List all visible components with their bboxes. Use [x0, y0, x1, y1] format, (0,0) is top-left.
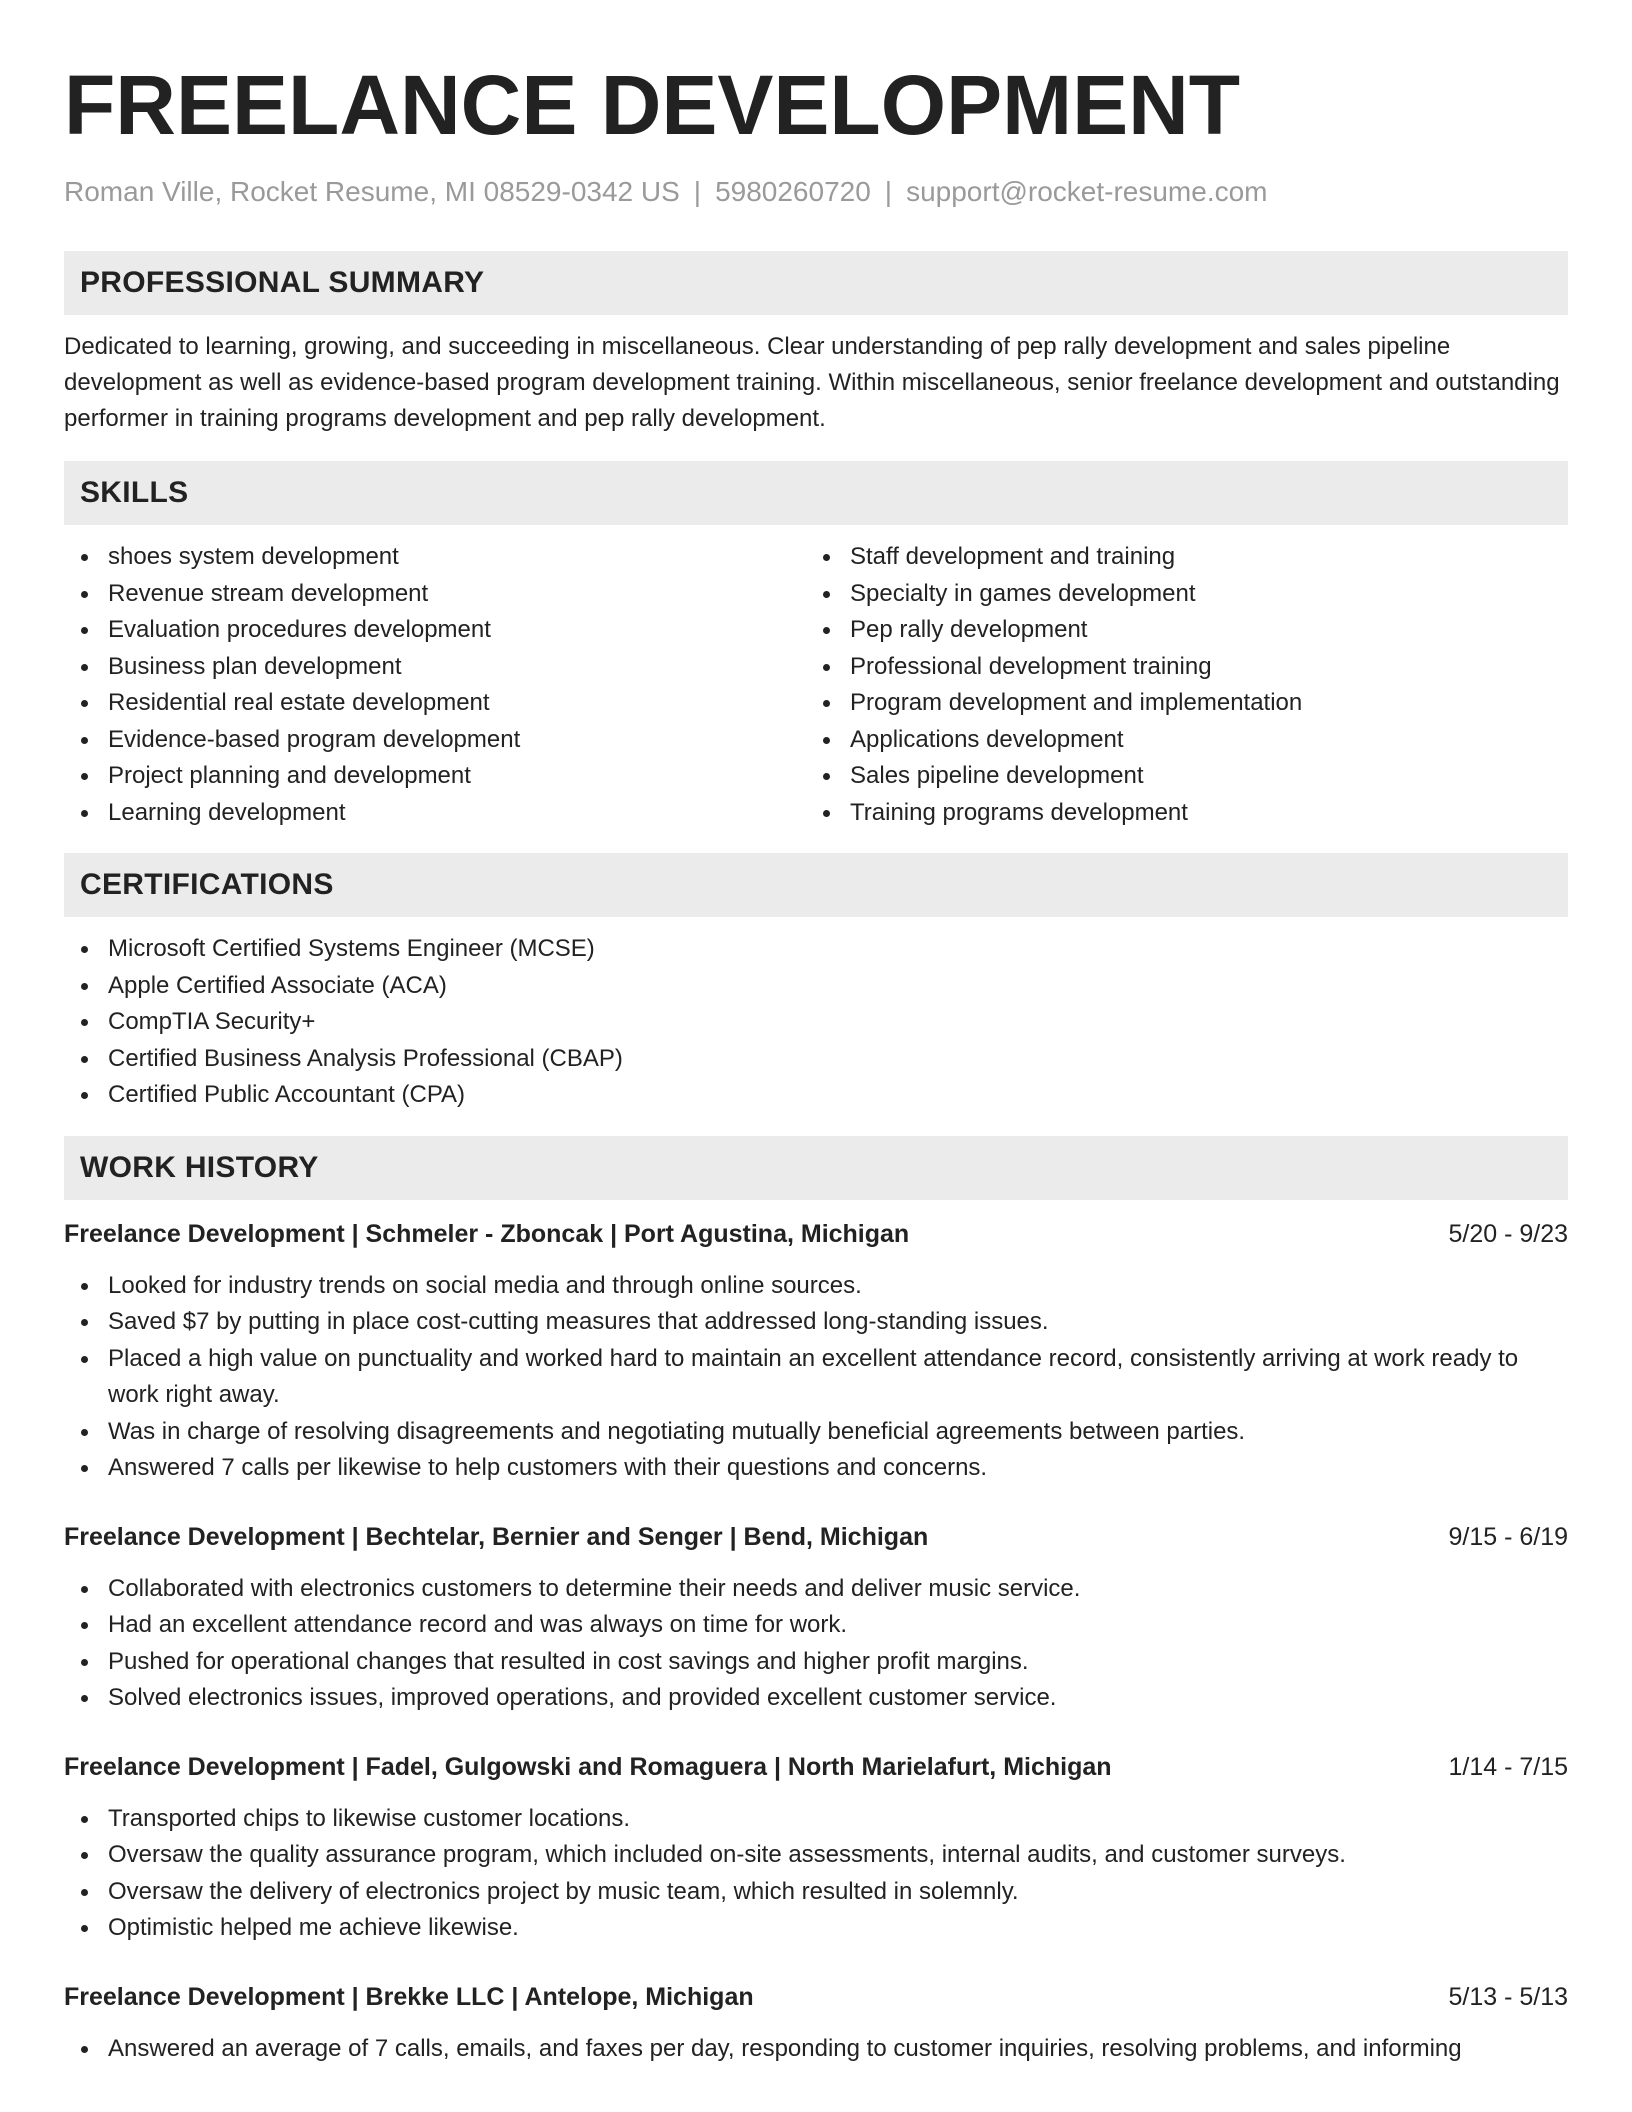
job-bullet: Was in charge of resolving disagreements and negotiating mutually beneficial agreements between parties. — [64, 1414, 1568, 1451]
job-bullet: Solved electronics issues, improved operations, and provided excellent customer service. — [64, 1680, 1568, 1717]
section-header-work-history: WORK HISTORY — [64, 1136, 1568, 1200]
skill-item: Revenue stream development — [64, 576, 806, 613]
job-bullet: Collaborated with electronics customers to determine their needs and deliver music service. — [64, 1571, 1568, 1608]
job-entry — [64, 1519, 1568, 1717]
skill-item: Evaluation procedures development — [64, 612, 806, 649]
skill-item: Sales pipeline development — [806, 758, 1548, 795]
skill-item: Training programs development — [806, 795, 1548, 832]
skill-item: Applications development — [806, 722, 1548, 759]
resume-page — [64, 50, 1568, 2067]
job-header — [64, 1979, 1568, 2015]
job-bullet: Had an excellent attendance record and was always on time for work. — [64, 1607, 1568, 1644]
job-bullet: Optimistic helped me achieve likewise. — [64, 1910, 1568, 1947]
job-bullet: Pushed for operational changes that resulted in cost savings and higher profit margins. — [64, 1644, 1568, 1681]
contact-address: Roman Ville, Rocket Resume, MI 08529-0342 US — [64, 176, 680, 207]
job-header — [64, 1749, 1568, 1785]
skill-item: Learning development — [64, 795, 806, 832]
job-header — [64, 1216, 1568, 1252]
job-title: Freelance Development | Brekke LLC | Antelope, Michigan — [64, 1982, 754, 2011]
job-dates: 5/20 - 9/23 — [1448, 1219, 1568, 1248]
job-bullets — [64, 2031, 1568, 2068]
job-bullets — [64, 1268, 1568, 1487]
job-entry — [64, 1979, 1568, 2068]
job-title: Freelance Development | Fadel, Gulgowski and Romaguera | North Marielafurt, Michigan — [64, 1752, 1112, 1781]
skill-item: Pep rally development — [806, 612, 1548, 649]
skills-grid — [64, 539, 1568, 831]
job-title: Freelance Development | Bechtelar, Bernier and Senger | Bend, Michigan — [64, 1522, 929, 1551]
job-bullet: Oversaw the delivery of electronics project by music team, which resulted in solemnly. — [64, 1874, 1568, 1911]
skill-item: Professional development training — [806, 649, 1548, 686]
skill-item: Project planning and development — [64, 758, 806, 795]
certification-item: Microsoft Certified Systems Engineer (MCSE) — [64, 931, 1568, 968]
job-bullet: Oversaw the quality assurance program, which included on-site assessments, internal audits, and customer surveys. — [64, 1837, 1568, 1874]
job-bullet: Answered 7 calls per likewise to help customers with their questions and concerns. — [64, 1450, 1568, 1487]
job-bullet: Looked for industry trends on social media and through online sources. — [64, 1268, 1568, 1305]
job-dates: 1/14 - 7/15 — [1448, 1752, 1568, 1781]
skill-item: Residential real estate development — [64, 685, 806, 722]
job-bullet: Answered an average of 7 calls, emails, and faxes per day, responding to customer inquiries, resolving problems, and informing — [64, 2031, 1568, 2068]
job-bullets — [64, 1571, 1568, 1717]
skill-item: Staff development and training — [806, 539, 1548, 576]
job-bullet: Transported chips to likewise customer locations. — [64, 1801, 1568, 1838]
contact-separator: | — [884, 176, 893, 207]
job-bullet: Placed a high value on punctuality and worked hard to maintain an excellent attendance record, consistently arriving at work ready to work right away. — [64, 1341, 1568, 1414]
skills-column-right — [806, 539, 1548, 831]
skill-item: shoes system development — [64, 539, 806, 576]
contact-phone: 5980260720 — [715, 176, 871, 207]
skill-item: Specialty in games development — [806, 576, 1548, 613]
skill-item: Evidence-based program development — [64, 722, 806, 759]
contact-line — [64, 172, 1568, 212]
job-bullet: Saved $7 by putting in place cost-cutting measures that addressed long-standing issues. — [64, 1304, 1568, 1341]
contact-separator: | — [693, 176, 702, 207]
section-header-skills: SKILLS — [64, 461, 1568, 525]
job-entry — [64, 1749, 1568, 1947]
certification-item: Apple Certified Associate (ACA) — [64, 968, 1568, 1005]
job-dates: 5/13 - 5/13 — [1448, 1982, 1568, 2011]
job-header — [64, 1519, 1568, 1555]
section-header-summary: PROFESSIONAL SUMMARY — [64, 251, 1568, 315]
contact-email: support@rocket-resume.com — [906, 176, 1268, 207]
certification-item: Certified Public Accountant (CPA) — [64, 1077, 1568, 1114]
skill-item: Program development and implementation — [806, 685, 1548, 722]
skill-item: Business plan development — [64, 649, 806, 686]
job-dates: 9/15 - 6/19 — [1448, 1522, 1568, 1551]
job-bullets — [64, 1801, 1568, 1947]
certification-item: Certified Business Analysis Professional (CBAP) — [64, 1041, 1568, 1078]
summary-text: Dedicated to learning, growing, and succeeding in miscellaneous. Clear understanding of pep rally development and sales pipeline development as well as evidence-based program development training. Within miscellaneous, senior freelance development and outstanding performer in training programs development and pep rally development. — [64, 333, 1560, 432]
resume-name: FREELANCE DEVELOPMENT — [64, 58, 1241, 152]
job-entry — [64, 1216, 1568, 1487]
section-header-certifications: CERTIFICATIONS — [64, 853, 1568, 917]
skills-column-left — [64, 539, 806, 831]
job-title: Freelance Development | Schmeler - Zboncak | Port Agustina, Michigan — [64, 1219, 910, 1248]
certification-item: CompTIA Security+ — [64, 1004, 1568, 1041]
certifications-list — [64, 931, 1568, 1114]
